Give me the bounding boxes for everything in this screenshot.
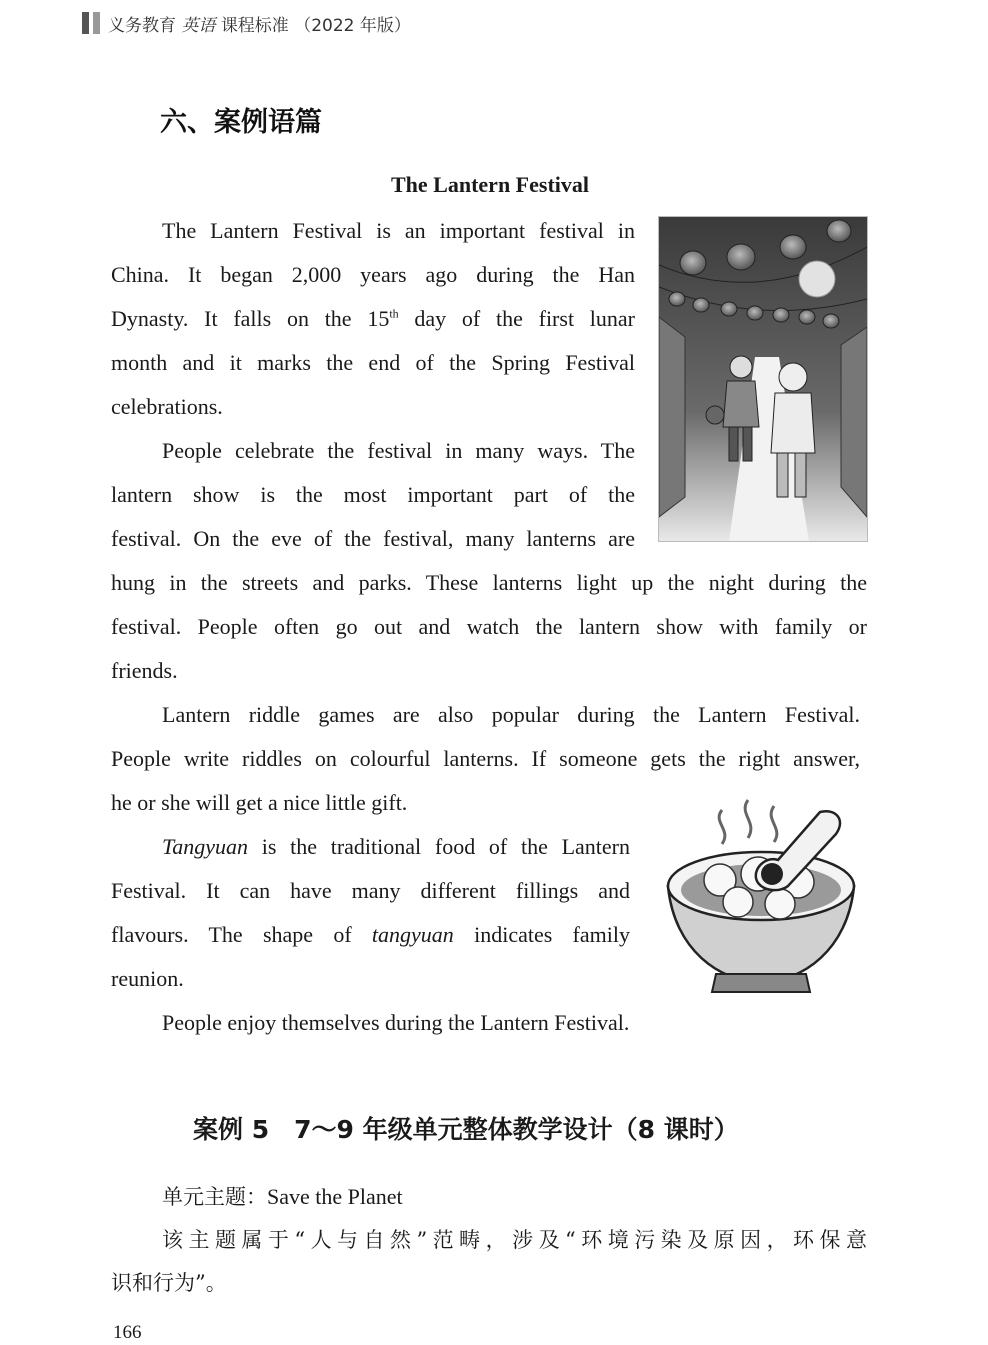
text-line: month and it marks the end of the Spring Festival — [111, 350, 635, 375]
text-line: he or she will get a nice little gift. — [111, 790, 408, 815]
lantern-festival-illustration — [658, 216, 868, 542]
text-line: friends. — [111, 658, 178, 683]
tangyuan-bowl-illustration — [660, 790, 862, 1000]
header-text: 义务教育 英语 课程标准 （2022 年版） — [108, 15, 411, 36]
text-line: celebrations. — [111, 394, 223, 419]
text-line: People enjoy themselves during the Lantern Festival. — [162, 1010, 630, 1035]
header-bars-icon — [82, 12, 100, 34]
theme-description-line: 该主题属于“人与自然”范畴，涉及“环境污染及原因，环保意 — [162, 1228, 867, 1252]
text-line: reunion. — [111, 966, 184, 991]
text-line: Festival. It can have many different fillings and — [111, 878, 630, 903]
theme-description-line: 识和行为”。 — [111, 1271, 227, 1295]
text-line: People celebrate the festival in many ways. The — [162, 438, 635, 463]
text-line: Tangyuan is the traditional food of the Lantern — [162, 834, 630, 859]
text-line: festival. People often go out and watch the lantern show with family or — [111, 614, 867, 639]
text-line: lantern show is the most important part of the — [111, 482, 635, 507]
text-line: flavours. The shape of tangyuan indicates family — [111, 922, 630, 947]
text-line: Lantern riddle games are also popular during the Lantern Festival. — [162, 702, 860, 727]
text-line: festival. On the eve of the festival, many lanterns are — [111, 526, 635, 551]
article-title: The Lantern Festival — [391, 172, 589, 197]
text-line: China. It began 2,000 years ago during the Han — [111, 262, 635, 287]
text-line: The Lantern Festival is an important festival in — [162, 218, 635, 243]
text-line: hung in the streets and parks. These lanterns light up the night during the — [111, 570, 867, 595]
page-number: 166 — [113, 1322, 142, 1343]
unit-theme-line: 单元主题：Save the Planet — [162, 1184, 403, 1209]
text-line: People write riddles on colourful lanterns. If someone gets the right answer, — [111, 746, 860, 771]
text-line: Dynasty. It falls on the 15th day of the first lunar — [111, 306, 636, 331]
case-title: 案例 5 7～9 年级单元整体教学设计（8 课时） — [193, 1115, 739, 1144]
running-header — [82, 8, 411, 38]
section-title: 六、案例语篇 — [160, 107, 322, 138]
